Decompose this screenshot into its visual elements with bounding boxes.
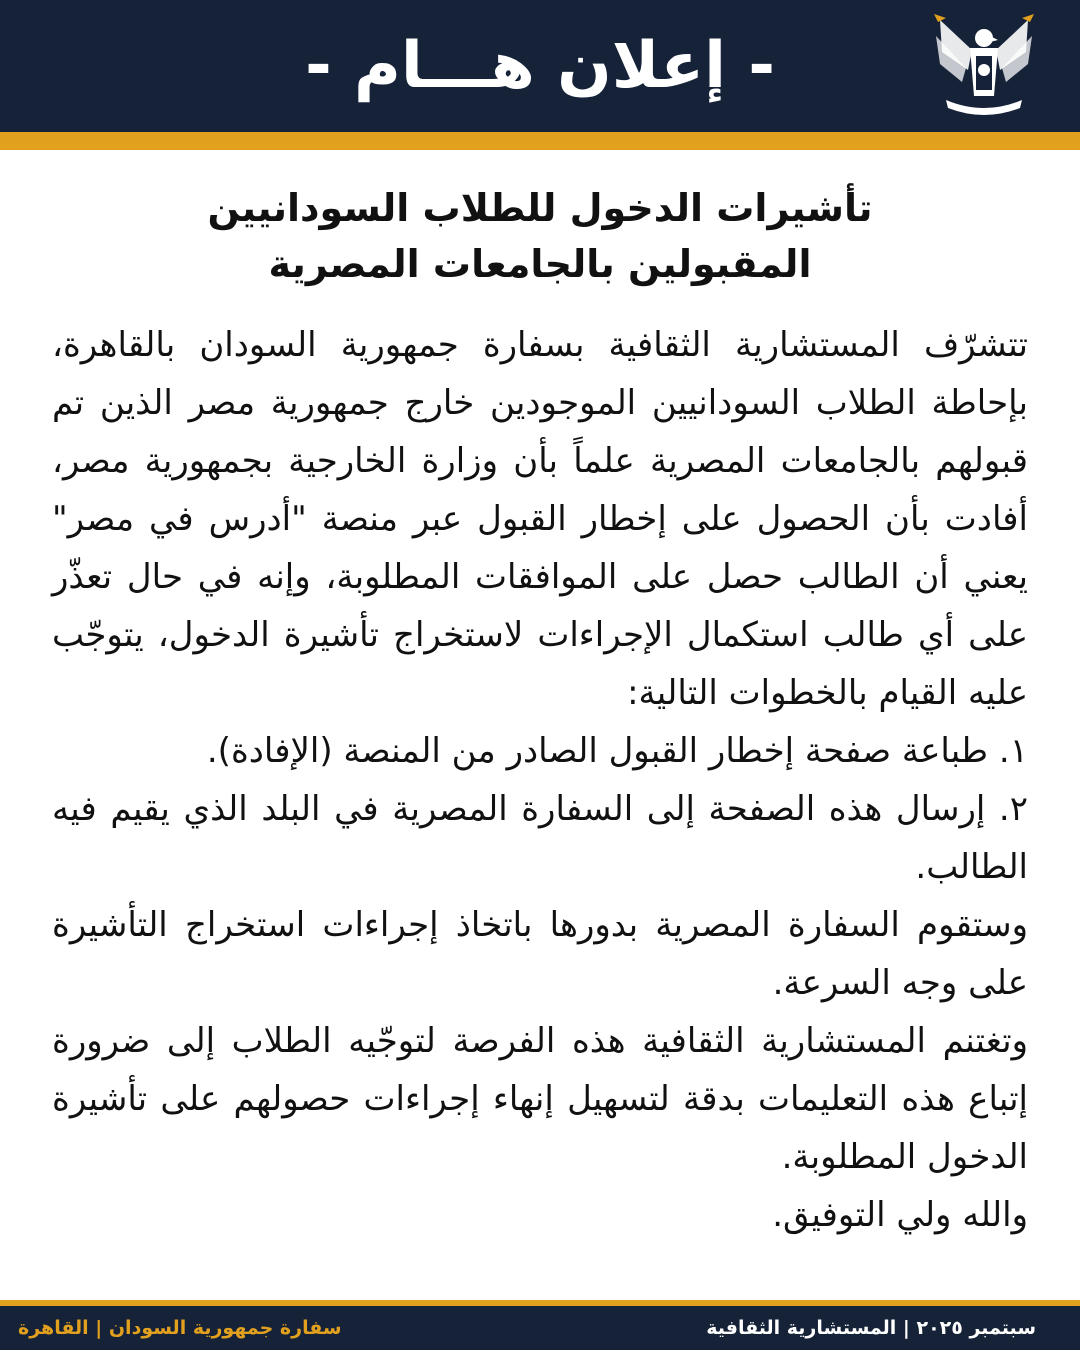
guidance-paragraph: وتغتنم المستشارية الثقافية هذه الفرصة لتوجّيه الطلاب إلى ضرورة إتباع هذه التعليمات بدقة لتسهيل إنهاء إجراءات حصولهم على تأشيرة الدخول المطلوبة. [52, 1021, 1028, 1177]
gold-divider [0, 132, 1080, 150]
announcement-subtitle: تأشيرات الدخول للطلاب السودانيين المقبولين بالجامعات المصرية [207, 186, 873, 286]
body-text [52, 316, 1028, 1244]
footer-bar [0, 1306, 1080, 1350]
announcement-title: - إعلان هـــام - [305, 29, 775, 103]
closing-line: والله ولي التوفيق. [772, 1195, 1028, 1235]
step-1: ١. طباعة صفحة إخطار القبول الصادر من المنصة (الإفادة). [206, 731, 1028, 771]
embassy-paragraph: وستقوم السفارة المصرية بدورها باتخاذ إجراءات استخراج التأشيرة على وجه السرعة. [52, 905, 1028, 1003]
footer-date-department: سبتمبر ٢٠٢٥ | المستشارية الثقافية [706, 1317, 1036, 1339]
intro-paragraph: تتشرّف المستشارية الثقافية بسفارة جمهورية السودان بالقاهرة، بإحاطة الطلاب السودانيين الموجودين خارج جمهورية مصر الذين تم قبولهم بالجامعات المصرية علماً بأن وزارة الخارجية بجمهورية مصر، أفادت بأن الحصول على إخطار القبول عبر منصة "أدرس في مصر" يعني أن الطالب حصل على الموافقات المطلوبة، وإنه في حال تعذّر على أي طالب استكمال الإجراءات لاستخراج تأشيرة الدخول، يتوجّب عليه القيام بالخطوات التالية: [52, 325, 1028, 713]
sudan-coat-of-arms-icon [932, 12, 1036, 124]
step-2: ٢. إرسال هذه الصفحة إلى السفارة المصرية في البلد الذي يقيم فيه الطالب. [52, 789, 1028, 887]
header-banner [0, 0, 1080, 132]
footer-embassy: سفارة جمهورية السودان | القاهرة [18, 1317, 342, 1339]
steps-list [52, 722, 1028, 896]
announcement-body [52, 180, 1028, 1244]
